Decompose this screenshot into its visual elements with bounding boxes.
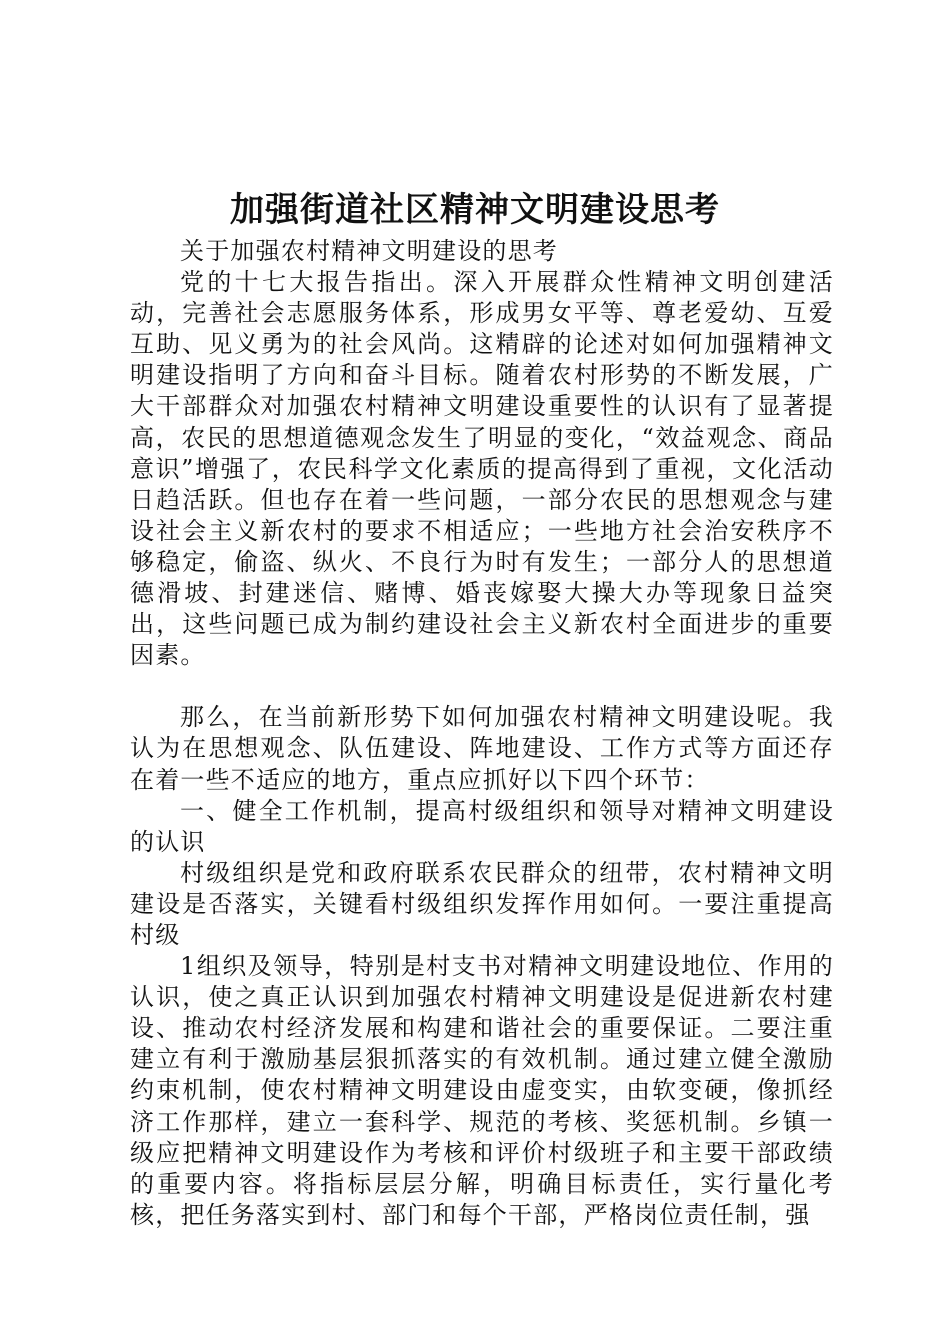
document-body <box>130 236 834 1231</box>
paragraph-subtitle: 关于加强农村精神文明建设的思考 <box>180 237 558 265</box>
section-heading-1: 一、健全工作机制，提高村级组织和领导对精神文明建设的认识 <box>130 796 834 856</box>
paragraph-leadership: 1组织及领导，特别是村支书对精神文明建设地位、作用的认识，使之真正认识到加强农村精神文明建设是促进新农村建设、推动农村经济发展和构建和谐社会的重要保证。二要注重建立有利于激励基层狠抓落实的有效机制。通过建立健全激励约束机制，使农村精神文明建设由虚变实，由软变硬，像抓经济工作那样，建立一套科学、规范的考核、奖惩机制。乡镇一级应把精神文明建设作为考核和评价村级班子和主要干部政绩的重要内容。将指标层层分解，明确目标责任，实行量化考核，把任务落实到村、部门和每个干部，严格岗位责任制，强 <box>130 952 834 1229</box>
paragraph-spacer <box>130 671 834 702</box>
paragraph-intro: 党的十七大报告指出。深入开展群众性精神文明创建活动，完善社会志愿服务体系，形成男女平等、尊老爱幼、互爱互助、见义勇为的社会风尚。这精辟的论述对如何加强精神文明建设指明了方向和奋斗目标。随着农村形势的不断发展，广大干部群众对加强农村精神文明建设重要性的认识有了显著提高，农民的思想道德观念发生了明显的变化，“效益观念、商品意识”增强了，农民科学文化素质的提高得到了重视，文化活动日趋活跃。但也存在着一些问题，一部分农民的思想观念与建设社会主义新农村的要求不相适应；一些地方社会治安秩序不够稳定，偷盗、纵火、不良行为时有发生；一部分人的思想道德滑坡、封建迷信、赌博、婚丧嫁娶大操大办等现象日益突出，这些问题已成为制约建设社会主义新农村全面进步的重要因素。 <box>130 268 834 670</box>
document-title: 加强街道社区精神文明建设思考 <box>230 190 720 230</box>
paragraph-question: 那么，在当前新形势下如何加强农村精神文明建设呢。我认为在思想观念、队伍建设、阵地建设、工作方式等方面还存在着一些不适应的地方，重点应抓好以下四个环节： <box>130 703 834 794</box>
paragraph-village-org: 村级组织是党和政府联系农民群众的纽带，农村精神文明建设是否落实，关键看村级组织发挥作用如何。一要注重提高村级 <box>130 858 834 949</box>
